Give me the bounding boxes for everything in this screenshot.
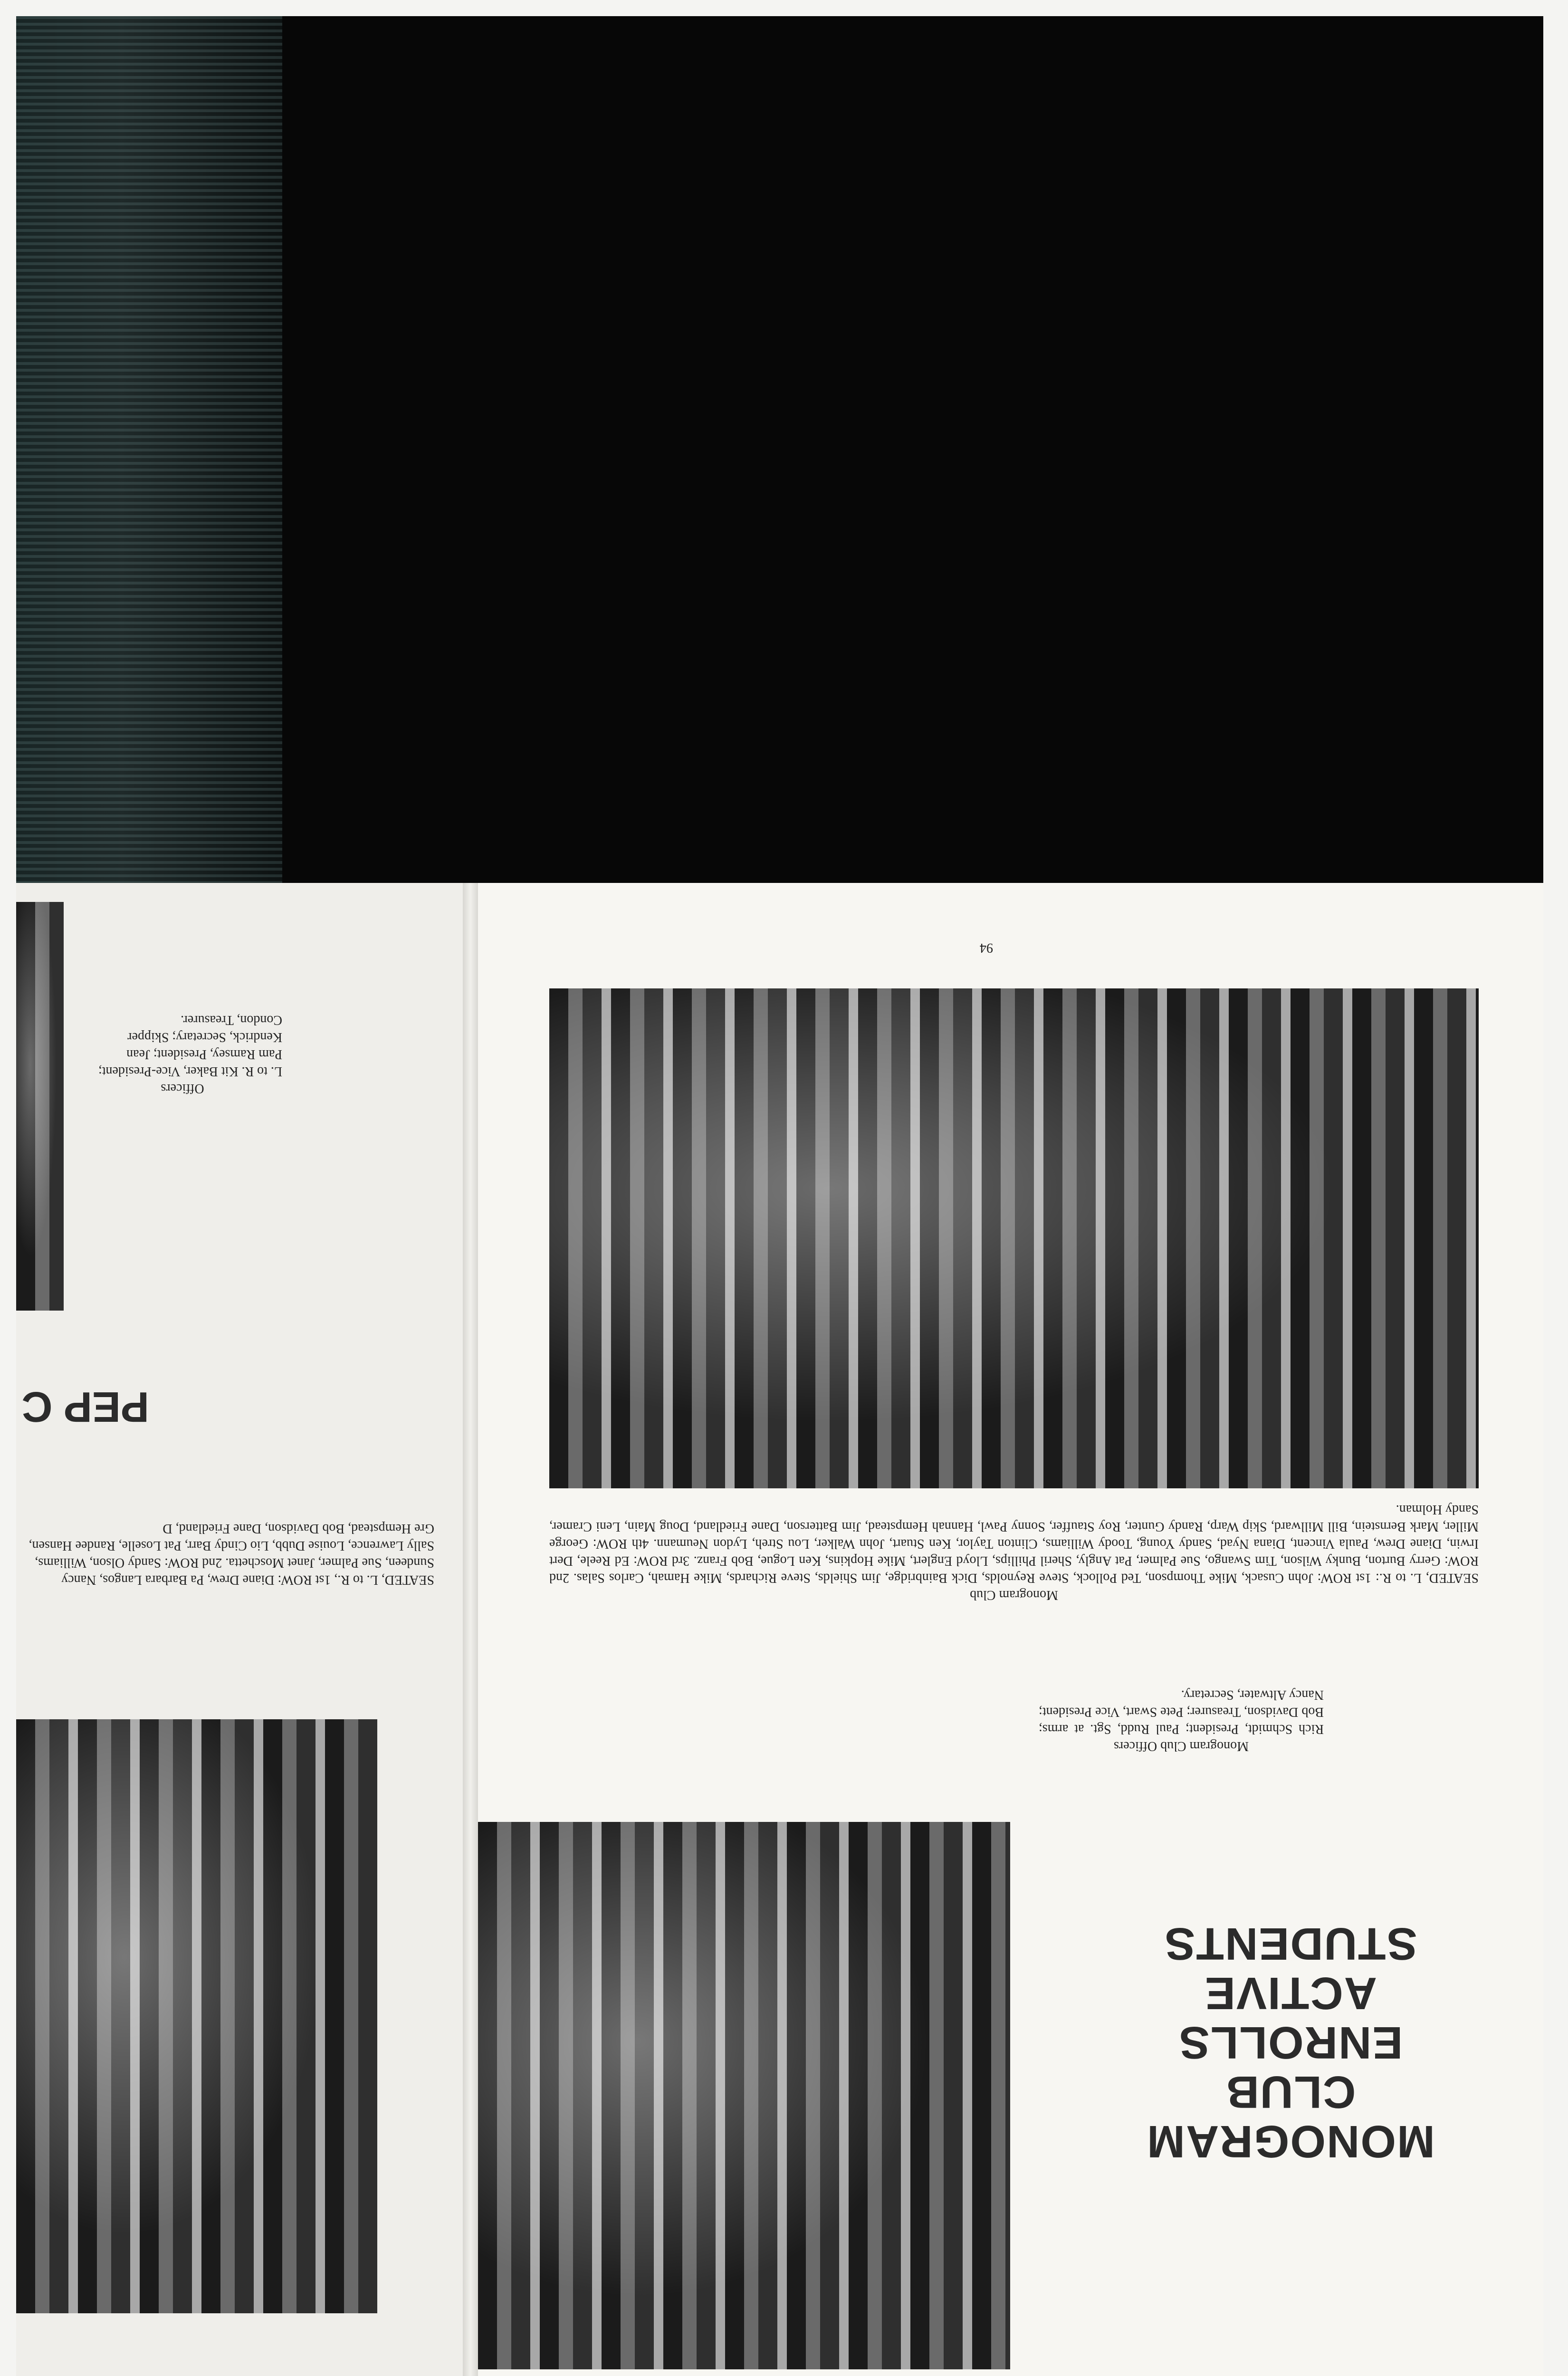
monogram-headline [1143,1919,1438,2166]
page-gutter [463,883,478,2376]
page-number: 94 [980,940,993,955]
headline-line-3: ENROLLS [1178,2017,1403,2068]
monogram-club-group-photo [549,988,1479,1488]
left-page [16,883,463,2376]
headline-line-2: CLUB [1225,2067,1356,2117]
pep-club-officers-photo [16,902,64,1311]
headline-line-1: MONOGRAM [1146,2116,1435,2167]
pep-club-group-photo [16,1719,377,2313]
right-page [478,883,1543,2376]
monogram-officers-photo [478,1822,1010,2369]
monogram-club-caption-title: Monogram Club [970,1588,1058,1602]
headline-line-4: ACTIVE [1204,1968,1377,2019]
monogram-club-caption [549,1501,1479,1603]
headline-line-5: STUDENTS [1164,1918,1417,1969]
pep-officers-body: L. to R. Kit Baker, Vice-President; Pam Ramsey, President; Jean Kendrick, Secretary; Skipper Condon, Treasurer. [98,1013,282,1079]
pep-members-caption: SEATED, L. to R., 1st ROW: Diane Drew, Pa Barbara Langos, Nancy Sundeen, Sue Palmer, Janet Moschetta. 2nd ROW: Sandy Olson, Williams, Sally Lawrence, Louise Dubb, Lio Cindy Barr, Pat Loselle, Randee Hansen, Gre Hempstead, Bob Davidson, Dane Friedland, D [29,1521,434,1587]
pep-officers-caption [83,1011,282,1097]
scanner-edge-artifact [16,16,282,886]
pep-club-heading: PEP C [21,1383,149,1430]
monogram-officers-caption [1039,1686,1324,1754]
pep-officers-title: Officers [161,1081,204,1096]
monogram-club-caption-body: SEATED, L. to R.: 1st ROW: John Cusack, Mike Thompson, Ted Pollock, Steve Reynolds, Dick Bainbridge, Jim Shields, Steve Richards, Mike Hamah, Carlos Salas. 2nd ROW: Gerry Burton, Bunky Wilson, Tim Swango, Sue Palmer, Pat Angly, Sheril Phillips, Lloyd Englert, Mike Hopkins, Ken Logue, Bob Franz. 3rd ROW: Ed Reele, Dert Irwin, Diane Drew, Paula Vincent, Diana Nyad, Sandy Young, Toody Williams, Clinton Taylor, Ken Stuart, John Walker, Lou Streh, Lydon Neumann. 4th ROW: George Miller, Mark Bernstein, Bill Millward, Skip Warp, Randy Gunter, Roy Stauffer, Sonny Pawl, Hannah Hempstead, Jim Batterson, Dane Friedland, Doug Main, Leni Cramer, Sandy Holman. [549,1502,1479,1585]
monogram-officers-title: Monogram Club Officers [1113,1739,1249,1753]
monogram-officers-body: Rich Schmidt, President; Paul Rudd, Sgt. at arms; Bob Davidson, Treasurer; Pete Swart, Vice President; Nancy Altwater, Secretary. [1039,1687,1324,1736]
